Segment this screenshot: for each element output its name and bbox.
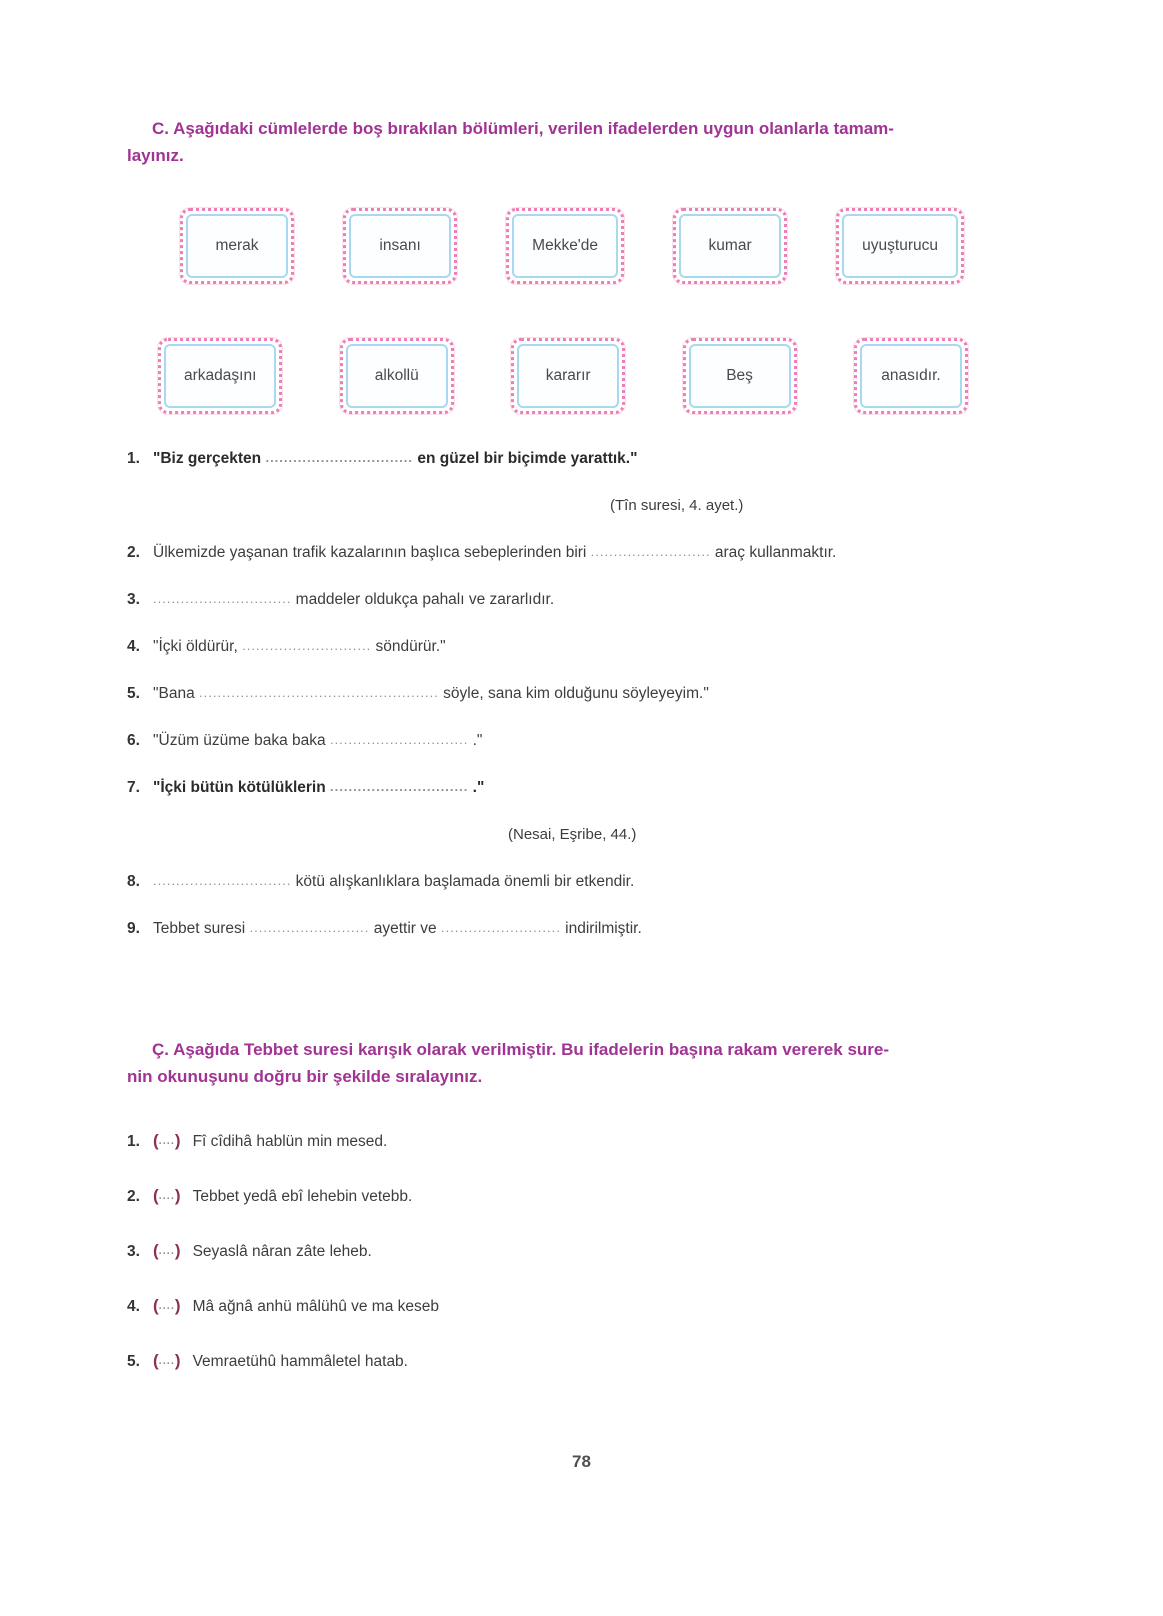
word-box-frame: [679, 214, 781, 278]
c-items: [127, 448, 1037, 965]
fill-in-item: [127, 918, 1037, 939]
word-row: [158, 208, 968, 284]
paren-open: (: [153, 1241, 159, 1260]
sentence-text: maddeler oldukça pahalı ve zararlıdır.: [291, 591, 555, 608]
sentence-text: indirilmiştir.: [560, 920, 642, 937]
word-box: [180, 208, 294, 284]
word-box-label: kumar: [708, 237, 752, 254]
fill-in-item: [127, 589, 1037, 610]
item-number: 1.: [127, 450, 140, 467]
paren-open: (: [153, 1296, 159, 1315]
word-row: [158, 338, 968, 414]
paren-close: ): [174, 1241, 181, 1260]
section-c-heading: [127, 115, 1017, 169]
sentence-text: kötü alışkanlıklara başlamada önemli bir etkendir.: [291, 873, 635, 890]
source-reference: (Tîn suresi, 4. ayet.): [610, 497, 744, 514]
paren-close: ): [174, 1186, 181, 1205]
fill-in-item: [127, 871, 1037, 892]
item-text: Fî cîdihâ hablün min mesed.: [192, 1133, 388, 1150]
item-sentence: [153, 591, 554, 608]
word-box: [854, 338, 968, 414]
word-box-label: merak: [215, 237, 259, 254]
item-number: 8.: [127, 873, 140, 890]
word-box-label: Beş: [726, 367, 753, 384]
paren-open: (: [153, 1131, 159, 1150]
paren-open: (: [153, 1186, 159, 1205]
sentence-text: "Biz gerçekten: [153, 450, 266, 467]
item-number: 3.: [127, 591, 140, 608]
placeholder-dots: ....: [158, 1135, 175, 1147]
item-sentence: [153, 544, 836, 561]
sentence-text: "Üzüm üzüme baka baka: [153, 732, 330, 749]
blank-line: ................................: [265, 450, 414, 465]
item-text: Seyaslâ nâran zâte leheb.: [192, 1243, 372, 1260]
sentence-text: araç kullanmaktır.: [710, 544, 837, 561]
blank-line: ..........................: [440, 920, 561, 935]
paren-close: ): [174, 1296, 181, 1315]
word-box-frame: [349, 214, 451, 278]
word-box-label: kararır: [545, 367, 591, 384]
section-c-heading-line1: C. Aşağıdaki cümlelerde boş bırakılan bölümleri, verilen ifadelerden uygun olanlarla tamam-: [152, 119, 894, 138]
item-sentence: [153, 638, 446, 655]
ordering-item: [127, 1295, 827, 1319]
blank-line: ..............................: [153, 873, 292, 888]
word-box: [673, 208, 787, 284]
word-box-frame: [517, 344, 619, 408]
blank-line: ..........................: [590, 544, 711, 559]
word-box-label: insanı: [379, 237, 421, 254]
word-box-frame: [346, 344, 448, 408]
placeholder-dots: ....: [158, 1245, 175, 1257]
word-box-frame: [860, 344, 962, 408]
word-box-frame: [186, 214, 288, 278]
paren-close: ): [174, 1131, 181, 1150]
item-number: 7.: [127, 779, 140, 796]
sentence-text: .": [468, 779, 485, 796]
fill-in-item: [127, 683, 1037, 704]
word-box-label: alkollü: [374, 367, 419, 384]
blank-line: ............................: [242, 638, 372, 653]
answer-placeholder: [153, 1296, 181, 1315]
placeholder-dots: ....: [158, 1300, 175, 1312]
sentence-text: "İçki öldürür,: [153, 638, 243, 655]
word-box: [683, 338, 797, 414]
item-number: 1.: [127, 1133, 140, 1150]
word-box-label: Mekke'de: [532, 237, 599, 254]
placeholder-dots: ....: [158, 1355, 175, 1367]
item-text: Tebbet yedâ ebî lehebin vetebb.: [192, 1188, 413, 1205]
ordering-item: [127, 1240, 827, 1264]
fill-in-item: [127, 730, 1037, 751]
sentence-text: en güzel bir biçimde yarattık.": [413, 450, 638, 467]
sentence-text: söyle, sana kim olduğunu söyleyeyim.": [438, 685, 709, 702]
word-box: [836, 208, 964, 284]
word-box-label: anasıdır.: [881, 367, 941, 384]
answer-placeholder: [153, 1241, 181, 1260]
sentence-text: söndürür.": [371, 638, 446, 655]
word-box: [340, 338, 454, 414]
item-number: 5.: [127, 1353, 140, 1370]
section-c2-heading-line1: Ç. Aşağıda Tebbet suresi karışık olarak verilmiştir. Bu ifadelerin başına rakam vererek sure-: [152, 1040, 890, 1059]
item-text: Vemraetühû hammâletel hatab.: [192, 1353, 408, 1370]
item-sentence: [153, 450, 637, 467]
answer-placeholder: [153, 1131, 181, 1150]
blank-line: ..............................: [153, 591, 292, 606]
item-text: Mâ ağnâ anhü mâlühû ve ma keseb: [192, 1298, 440, 1315]
ordering-item: [127, 1185, 827, 1209]
item-number: 5.: [127, 685, 140, 702]
blank-line: ....................................................: [199, 685, 439, 700]
section-c-heading-line2: layınız.: [127, 146, 184, 165]
word-box-frame: [842, 214, 958, 278]
word-box-frame: [689, 344, 791, 408]
sentence-text: Ülkemizde yaşanan trafik kazalarının başlıca sebeplerinden biri: [153, 544, 591, 561]
word-box-frame: [512, 214, 618, 278]
sentence-text: Tebbet suresi: [153, 920, 250, 937]
word-box: [158, 338, 282, 414]
fill-in-item: [127, 542, 1037, 563]
item-number: 6.: [127, 732, 140, 749]
ordering-item: [127, 1130, 827, 1154]
word-box-label: uyuşturucu: [862, 237, 938, 254]
word-box-label: arkadaşını: [184, 367, 257, 384]
section-c2-heading-line2: nin okunuşunu doğru bir şekilde sıralayınız.: [127, 1067, 483, 1086]
blank-line: ..............................: [329, 732, 469, 747]
item-sentence: [153, 685, 709, 702]
item-number: 9.: [127, 920, 140, 937]
item-number: 4.: [127, 638, 140, 655]
item-number: 4.: [127, 1298, 140, 1315]
item-sentence: [153, 779, 484, 796]
section-c2-heading: [127, 1036, 1017, 1090]
sentence-text: "Bana: [153, 685, 200, 702]
blank-line: ..............................: [330, 779, 469, 794]
sentence-text: ayettir ve: [369, 920, 441, 937]
fill-in-item: [127, 777, 1037, 798]
item-number: 3.: [127, 1243, 140, 1260]
fill-in-item: [127, 448, 1037, 469]
fill-in-item: [127, 636, 1037, 657]
page-number: 78: [572, 1452, 591, 1471]
word-box: [343, 208, 457, 284]
item-number: 2.: [127, 1188, 140, 1205]
sentence-text: "İçki bütün kötülüklerin: [153, 779, 331, 796]
blank-line: ..........................: [249, 920, 370, 935]
word-box-frame: [164, 344, 276, 408]
answer-placeholder: [153, 1186, 181, 1205]
answer-placeholder: [153, 1351, 181, 1370]
placeholder-dots: ....: [158, 1190, 175, 1202]
paren-close: ): [174, 1351, 181, 1370]
paren-open: (: [153, 1351, 159, 1370]
c2-items: [127, 1130, 827, 1405]
ordering-item: [127, 1350, 827, 1374]
source-reference: (Nesai, Eşribe, 44.): [508, 826, 637, 843]
sentence-text: .": [468, 732, 483, 749]
word-box: [511, 338, 625, 414]
item-number: 2.: [127, 544, 140, 561]
item-sentence: [153, 873, 634, 890]
item-sentence: [153, 732, 482, 749]
item-sentence: [153, 920, 642, 937]
word-box: [506, 208, 624, 284]
word-bank: [158, 208, 968, 414]
